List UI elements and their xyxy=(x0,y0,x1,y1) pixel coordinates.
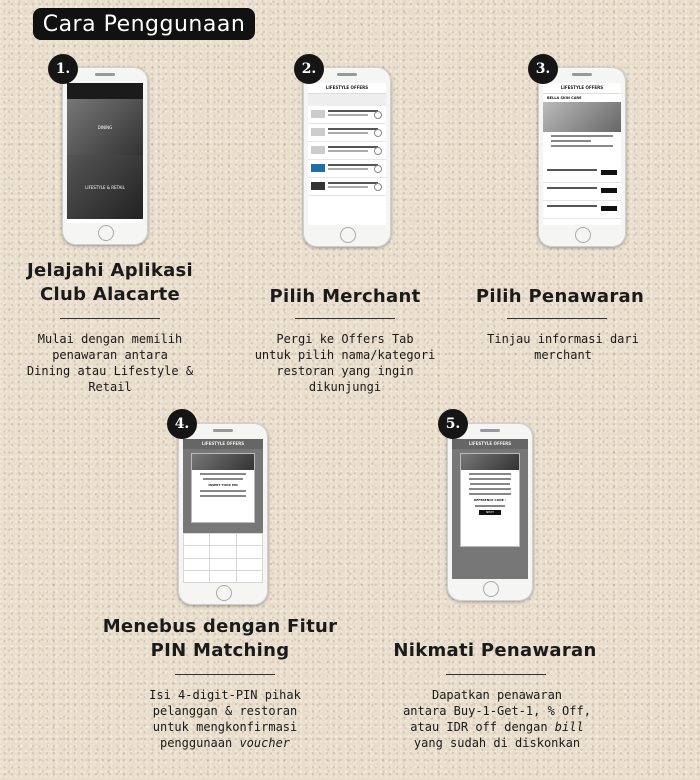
divider xyxy=(60,318,160,319)
step-1-description: Mulai dengan memilih penawaran antara Dining atau Lifestyle & Retail xyxy=(26,332,194,394)
divider xyxy=(175,674,275,675)
step-4-heading: Menebus dengan Fitur PIN Matching xyxy=(102,616,338,661)
step-number-4: 4. xyxy=(167,409,197,439)
page-title: Cara Penggunaan xyxy=(33,8,255,40)
phone-mockup-4 xyxy=(178,423,268,605)
phone-mockup-5 xyxy=(447,423,533,601)
step-number-2: 2. xyxy=(294,54,324,84)
next-button: NEXT xyxy=(479,510,501,515)
step-5-heading: Nikmati Penawaran xyxy=(393,640,597,661)
step-5-description: Dapatkan penawaran antara Buy-1-Get-1, % Off, atau IDR off dengan bill yang sudah di diskonkan xyxy=(403,688,591,750)
phone-mockup-2 xyxy=(303,67,391,247)
step-3-heading: Pilih Penawaran xyxy=(475,286,645,307)
step-2-heading: Pilih Merchant xyxy=(269,286,421,307)
offers-list-screen: LIFESTYLE OFFERS xyxy=(308,83,386,225)
step-2-description: Pergi ke Offers Tab untuk pilih nama/kategori restoran yang ingin dikunjungi xyxy=(254,332,436,394)
divider xyxy=(446,674,546,675)
divider xyxy=(507,318,607,319)
app-home-screen xyxy=(67,83,143,223)
step-3-description: Tinjau informasi dari merchant xyxy=(487,332,639,362)
lifestyle-banner: LIFESTYLE & RETAIL xyxy=(67,155,143,219)
home-button xyxy=(98,225,114,241)
step-number-1: 1. xyxy=(48,54,78,84)
pin-keypad xyxy=(183,533,263,583)
confirmation-modal: REFERENCE CODE : NEXT xyxy=(460,453,520,547)
pin-entry-screen: LIFESTYLE OFFERS INSERT YOUR PIN xyxy=(183,439,263,583)
voucher-confirmation-screen: LIFESTYLE OFFERS REFERENCE CODE : NEXT xyxy=(452,439,528,579)
phone-mockup-1 xyxy=(62,67,148,245)
dining-banner: DINING xyxy=(67,99,143,155)
step-4-description: Isi 4-digit-PIN pihak pelanggan & restoran untuk mengkonfirmasi penggunaan voucher xyxy=(149,688,301,750)
step-1-heading: Jelajahi Aplikasi Club Alacarte xyxy=(26,260,194,305)
step-number-5: 5. xyxy=(438,409,468,439)
phone-mockup-3 xyxy=(538,67,626,247)
step-number-3: 3. xyxy=(528,54,558,84)
merchant-detail-screen: LIFESTYLE OFFERS BELLA SKIN CARE xyxy=(543,83,621,225)
pin-modal: INSERT YOUR PIN xyxy=(191,453,255,523)
divider xyxy=(295,318,395,319)
